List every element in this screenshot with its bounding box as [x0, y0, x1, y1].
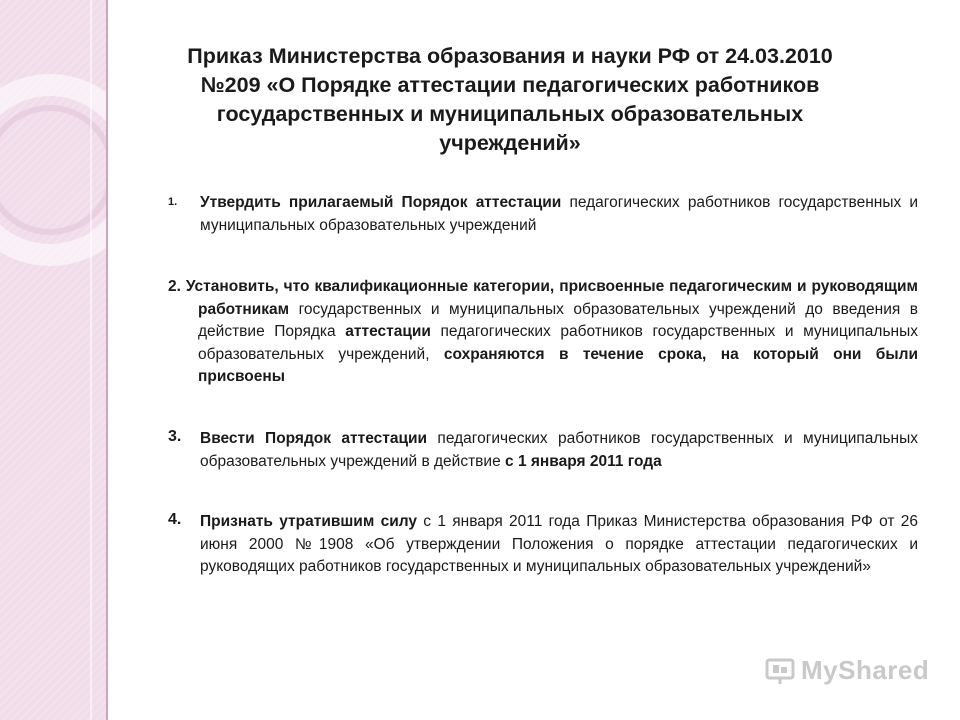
item-bold-text: Признать утратившим силу: [200, 513, 417, 530]
band-border: [106, 0, 108, 720]
page-title: [150, 42, 870, 158]
myshared-logo: [765, 655, 929, 686]
item-term: аттестации: [341, 430, 428, 447]
item-term: присвоенные педагогическим и руководящим работникам: [198, 278, 918, 318]
item-text: [200, 511, 918, 579]
item-rest-text: педагогических работников государственных и муниципальных образовательных учреждений: [200, 194, 919, 234]
logo-text: MyShared: [801, 655, 930, 685]
list-item-2: [168, 276, 918, 389]
title-line-1: Приказ Министерства образования и науки РФ от 24.03.2010: [187, 44, 833, 68]
title-line-4: учреждений»: [439, 131, 581, 155]
item-number: 3.: [168, 428, 182, 445]
item-mid-text-2: педагогических работников государственных и муниципальных образовательных учреждений,: [198, 323, 918, 363]
band-highlight: [90, 0, 92, 720]
item-mid-text: государственных и муниципальных образовательных учреждений до введения в действие Порядка: [198, 300, 918, 340]
presentation-icon: [765, 656, 795, 686]
item-term: аттестации: [475, 194, 562, 211]
item-bold-text: Ввести Порядок: [200, 430, 332, 447]
item-bold-text: Утвердить прилагаемый Порядок: [200, 194, 468, 211]
item-text: [200, 192, 918, 237]
item-end-bold: сохраняются в течение срока, на который они были присвоены: [198, 345, 918, 385]
item-end-bold: с 1 января 2011 года: [505, 452, 662, 470]
item-number: 4.: [168, 511, 182, 528]
item-number: 1.: [168, 196, 178, 208]
list-item-3: [168, 428, 918, 473]
title-line-2: №209 «О Порядке аттестации педагогических работников: [200, 73, 820, 97]
item-bold-text: 2. Установить, что квалификационные категории,: [168, 278, 555, 295]
item-rest-text: педагогических работников государственных и муниципальных образовательных учреждений в действие: [200, 430, 918, 470]
item-text: [168, 276, 918, 389]
item-rest-text: с 1 января 2011 года Приказ Министерства образования РФ от 26 июня 2000 №1908 «Об утверждении Положения о порядке аттестации педагогических и руководящих работников государственных и муниципальных образовательных учреждений»: [200, 513, 918, 575]
list-item-1: [168, 192, 918, 237]
item-term-2: аттестации: [345, 323, 431, 340]
list-item-4: [168, 511, 918, 579]
decorative-left-band: [0, 0, 106, 720]
title-line-3: государственных и муниципальных образовательных: [216, 102, 804, 126]
item-text: [200, 428, 918, 473]
